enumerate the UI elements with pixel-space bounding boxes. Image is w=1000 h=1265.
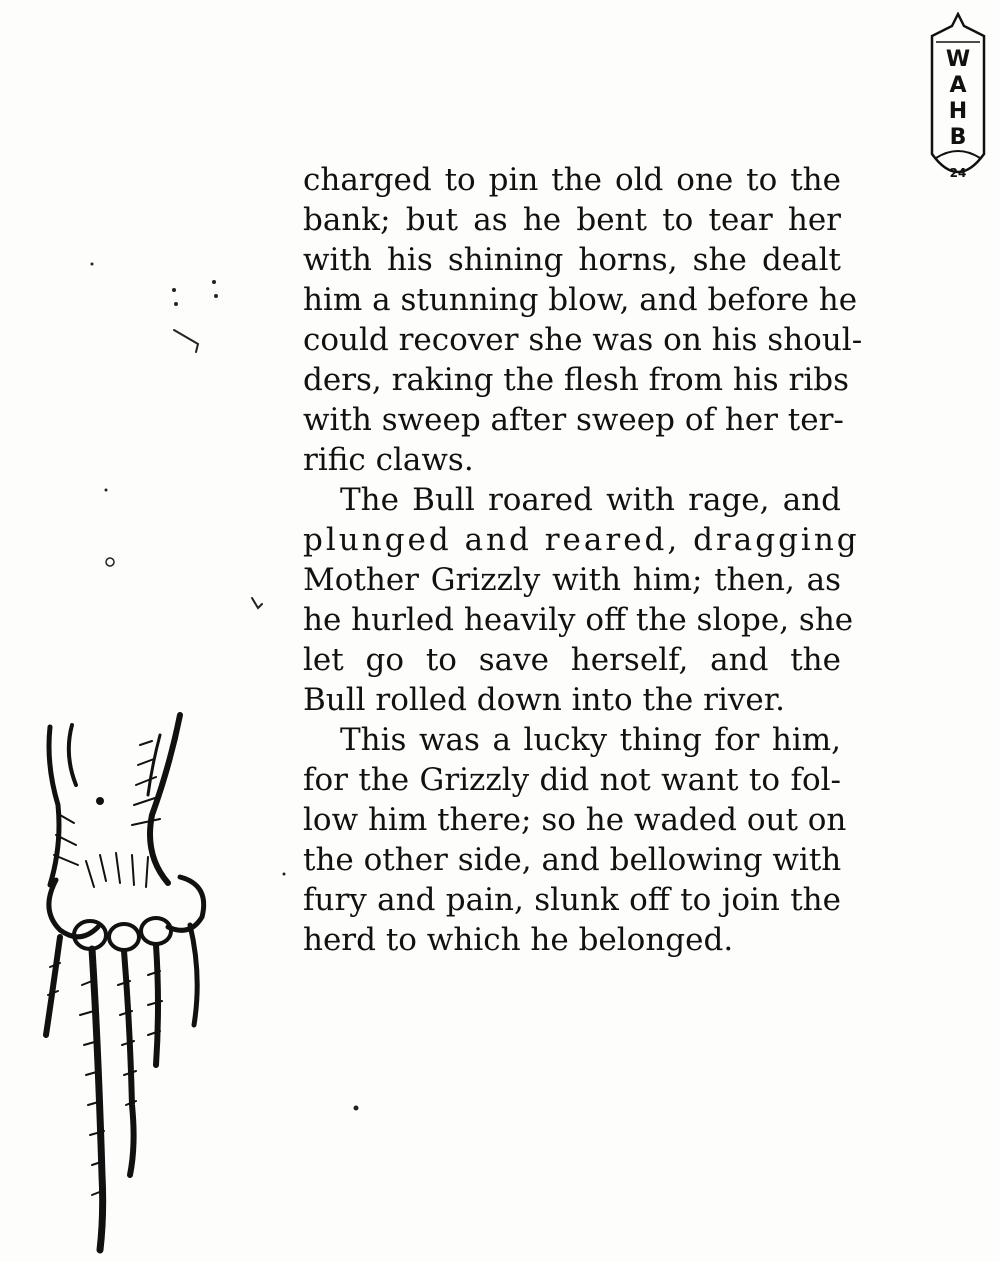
text-line: Bull rolled down into the river. (303, 682, 785, 718)
emblem-letter-a: A (949, 73, 967, 98)
wahb-emblem (928, 12, 988, 198)
page-number: 24 (949, 166, 967, 180)
emblem-letter-b: B (949, 125, 967, 150)
text-line: the other side, and bellowing with (303, 842, 842, 878)
text-line: with his shining horns, she dealt (303, 242, 841, 278)
text-line: Mother Grizzly with him; then, as (303, 562, 841, 598)
text-line: fury and pain, slunk off to join the (303, 882, 841, 918)
text-line: The Bull roared with rage, and (340, 482, 841, 518)
text-line: with sweep after sweep of her ter- (303, 402, 844, 438)
text-line: him a stunning blow, and before he (303, 282, 858, 318)
text-line: low him there; so he waded out on (303, 802, 847, 838)
text-line: ders, raking the flesh from his ribs (303, 362, 849, 398)
text-line: rific claws. (303, 442, 474, 478)
text-line: let go to save herself, and the (303, 642, 841, 678)
paragraph-1 (303, 160, 863, 480)
text-line: for the Grizzly did not want to fol- (303, 762, 841, 798)
text-line: charged to pin the old one to the (303, 162, 841, 198)
bear-paw-icon (20, 705, 240, 1265)
paragraph-2 (303, 480, 860, 720)
paragraph-3 (303, 720, 847, 960)
text-line: plunged and reared, dragging (303, 522, 860, 558)
emblem-letter-h: H (948, 99, 968, 124)
text-line: he hurled heavily off the slope, she (303, 602, 854, 638)
emblem-letter-w: W (945, 47, 971, 72)
body-text (303, 160, 863, 960)
text-line: herd to which he belonged. (303, 922, 734, 958)
text-line: bank; but as he bent to tear her (303, 202, 841, 238)
text-line: This was a lucky thing for him, (340, 722, 841, 758)
text-line: could recover she was on his shoul- (303, 322, 863, 358)
